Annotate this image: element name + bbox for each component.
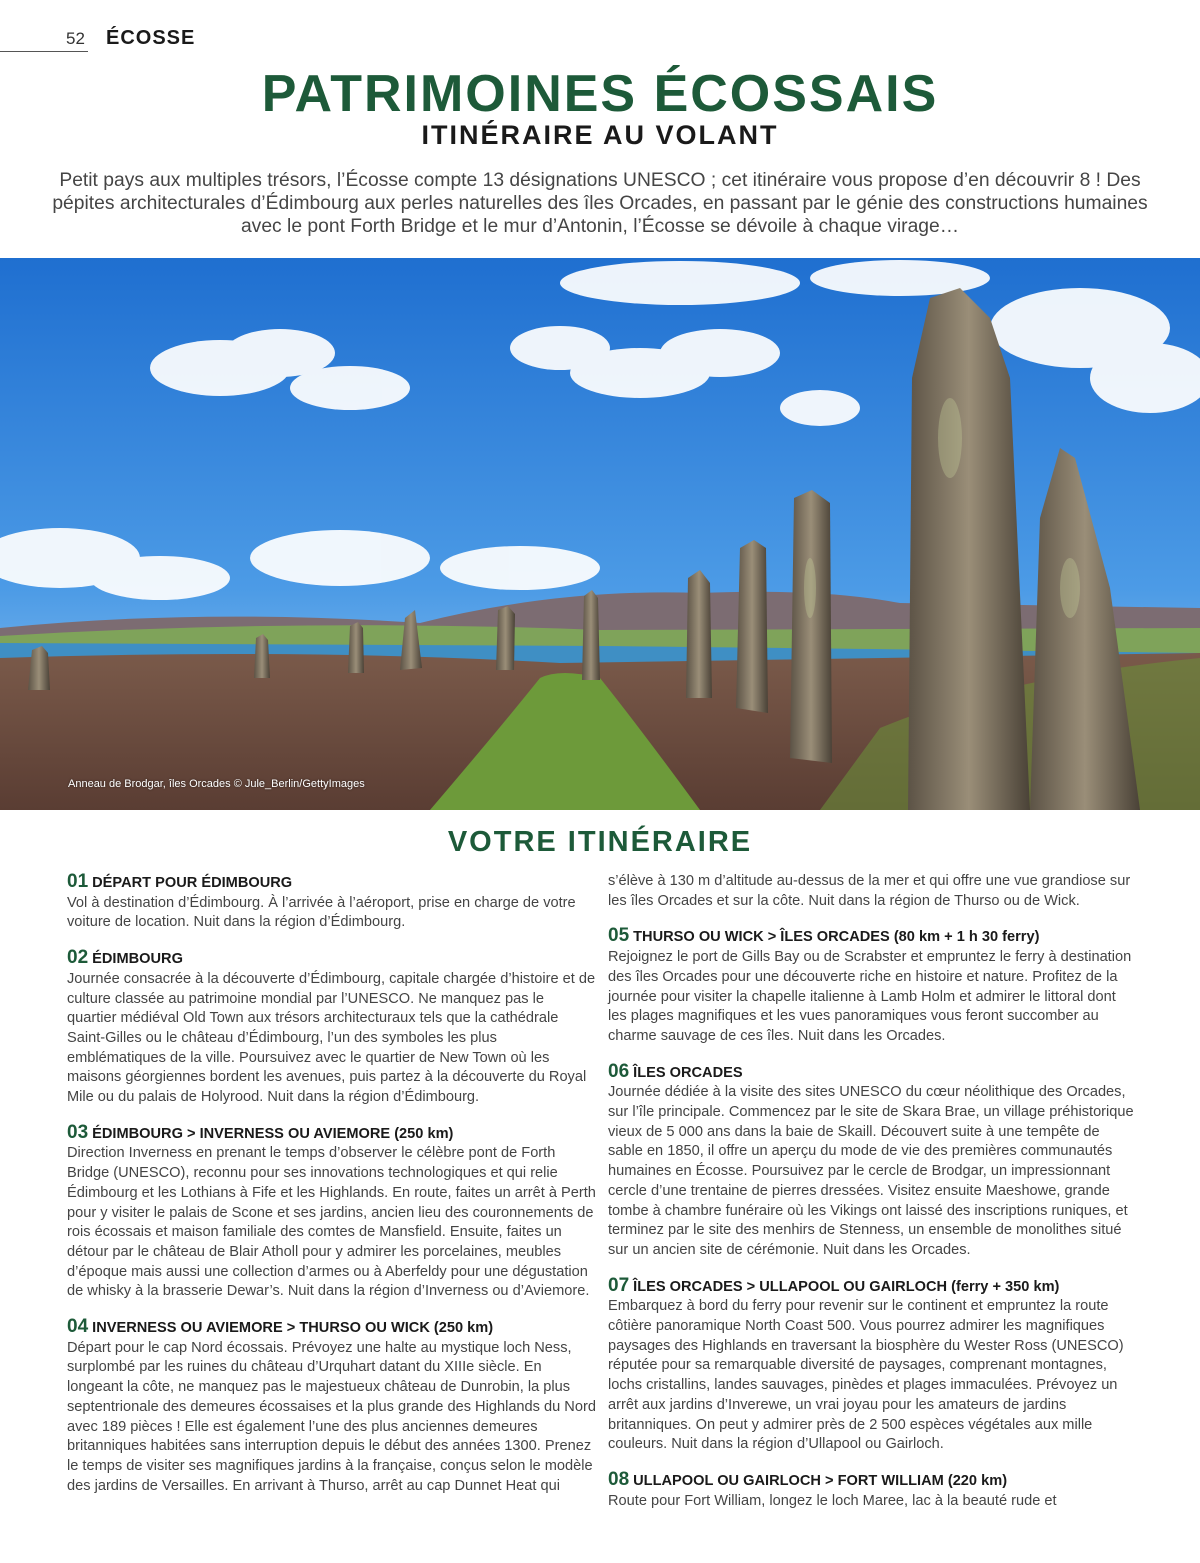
step-header — [608, 1276, 1138, 1298]
step-header — [67, 1123, 597, 1145]
step-number: 08 — [608, 1468, 630, 1490]
page-subtitle: ITINÉRAIRE AU VOLANT — [421, 120, 779, 150]
step-text: Rejoignez le port de Gills Bay ou de Scrabster et empruntez le ferry à destination des îles Orcades pour une découverte riche en histoire et nature. Profitez de la journée pour visiter la chapelle italienne à Lamb Holm et admirer le littoral dont les plages magnifiques et les vues panoramiques vous feront succomber au charme sauvage de ces îles. Nuit dans les Orcades. — [608, 949, 1132, 1044]
step-number: 02 — [67, 947, 89, 969]
step-text: Route pour Fort William, longez le loch Maree, lac à la beauté rude et — [608, 1492, 1057, 1509]
step-number: 03 — [67, 1121, 89, 1143]
photo-credit: Anneau de Brodgar, îles Orcades © Jule_Berlin/GettyImages — [68, 778, 365, 790]
step-header — [608, 1470, 1138, 1492]
itinerary-right-column — [608, 872, 1138, 1526]
step-number: 06 — [608, 1060, 630, 1082]
step-text: Départ pour le cap Nord écossais. Prévoyez une halte au mystique loch Ness, surplombé par les ruines du château d’Urquhart datant du XIIIe siècle. En longeant la côte, ne manquez pas le majestueux château de Dunrobin, la plus septentrionale des demeures écossaises et la plus grande des Highlands du Nord avec 189 pièces ! Elle est également l’une des plus anciennes demeures britanniques habitées sans interruption depuis le début des années 1300. Prenez le temps de visiter ses magnifiques jardins à la française, conçus selon le modèle des jardins de Versailles. En arrivant à Thurso, arrêt au cap Dunnet Heat qui — [67, 1339, 596, 1494]
step-text: Direction Inverness en prenant le temps d’observer le célèbre pont de Forth Bridge (UNESCO), reconnu pour ses innovations technologiques et qui relie Édimbourg et les Lothians à Fife et les Highlands. En route, faites un arrêt à Perth pour y visiter le palais de Scone et ses jardins, ancien lieu des couronnements de rois écossais et maison familiale des comtes de Mansfield. Ensuite, faites un détour par le château de Blair Atholl pour y admirer les porcelaines, meubles d’époque mais aussi une collection d’armes ou à Aberfeldy pour une dégustation de whisky à la brasserie Dewar’s. Nuit dans la région d’Inverness ou d’Aviemore. — [67, 1145, 596, 1300]
step-title: INVERNESS OU AVIEMORE > THURSO OU WICK (250 km) — [92, 1320, 494, 1337]
page-title: PATRIMOINES ÉCOSSAIS — [261, 65, 939, 123]
step-title: ÎLES ORCADES — [633, 1064, 743, 1081]
step-header — [67, 948, 597, 970]
itinerary-step — [608, 1062, 1138, 1261]
step-text: Vol à destination d’Édimbourg. À l’arrivée à l’aéroport, prise en charge de votre voiture de location. Nuit dans la région d’Édimbourg. — [67, 894, 576, 931]
step-text: Embarquez à bord du ferry pour revenir sur le continent et empruntez la route côtière panoramique North Coast 500. Vous pourrez admirer les magnifiques paysages des Highlands en traversant la biosphère du Wester Ross (UNESCO) réputée pour sa remarquable diversité de paysages, comprenant montagnes, lochs cristallins, landes sauvages, pinèdes et plages immaculées. Prévoyez un arrêt aux jardins d’Inverewe, un vrai joyau pour les amateurs de jardins britanniques. On peut y admirer près de 2 500 espèces végétales aux mille couleurs. Nuit dans la région d’Ullapool ou Gairloch. — [608, 1298, 1124, 1453]
itinerary-step — [67, 948, 597, 1108]
step-number: 04 — [67, 1316, 89, 1338]
step-text: Journée dédiée à la visite des sites UNESCO du cœur néolithique des Orcades, sur l’île principale. Commencez par le site de Skara Brae, un village préhistorique vieux de 5 000 ans dans la baie de Skaill. Découvert suite à une tempête de sable en 1850, il offre un aperçu du mode de vie des premières communautés humaines en Écosse. Poursuivez par le cercle de Brodgar, un impressionnant cercle d’une trentaine de pierres dressées. Visitez ensuite Maeshowe, grande tombe à chambre funéraire où les Vikings ont laissé des inscriptions runiques, et terminez par le site des menhirs de Stenness, un ensemble de monolithes situé sur un ancien site de cérémonie. Nuit dans les Orcades. — [608, 1084, 1134, 1258]
itinerary-step — [608, 1470, 1138, 1511]
itinerary-step — [608, 1276, 1138, 1455]
step-header — [608, 1062, 1138, 1084]
step-header — [608, 926, 1138, 948]
itinerary-left-column — [67, 872, 597, 1511]
step-title: ÎLES ORCADES > ULLAPOOL OU GAIRLOCH (ferry + 350 km) — [633, 1278, 1060, 1295]
itinerary-step — [67, 1123, 597, 1302]
section-name: ÉCOSSE — [106, 27, 196, 49]
step-header — [67, 1317, 597, 1339]
step-header — [67, 872, 597, 894]
step-title: ÉDIMBOURG — [92, 951, 183, 968]
itinerary-step — [67, 1317, 597, 1496]
step-number: 05 — [608, 925, 630, 947]
page-number: 52 — [66, 29, 85, 48]
itinerary-step — [608, 926, 1138, 1046]
step-title: ÉDIMBOURG > INVERNESS OU AVIEMORE (250 km) — [92, 1125, 454, 1142]
step-continuation: s’élève à 130 m d’altitude au-dessus de la mer et qui offre une vue grandiose sur les îles Orcades et sur la côte. Nuit dans la région de Thurso ou de Wick. — [608, 873, 1131, 909]
hero-photo — [0, 258, 1200, 810]
step-title: ULLAPOOL OU GAIRLOCH > FORT WILLIAM (220 km) — [633, 1472, 1008, 1489]
step-title: DÉPART POUR ÉDIMBOURG — [92, 875, 293, 891]
step-number: 07 — [608, 1274, 630, 1296]
intro-paragraph: Petit pays aux multiples trésors, l’Écosse compte 13 désignations UNESCO ; cet itinéraire vous propose d’en découvrir 8 ! Des pépites architecturales d’Édimbourg aux perles naturelles des îles Orcades, en passant par le génie des constructions humaines avec le pont Forth Bridge et le mur d’Antonin, l’Écosse se dévoile à chaque virage… — [52, 170, 1148, 237]
header-rule — [0, 51, 88, 52]
standing-stones-illustration — [0, 258, 1200, 810]
itinerary-step — [67, 872, 597, 933]
step-number: 01 — [67, 871, 89, 892]
itinerary-heading: VOTRE ITINÉRAIRE — [447, 826, 753, 858]
step-title: THURSO OU WICK > ÎLES ORCADES (80 km + 1 h 30 ferry) — [633, 929, 1040, 946]
step-text: Journée consacrée à la découverte d’Édimbourg, capitale chargée d’histoire et de culture classée au patrimoine mondial par l’UNESCO. Ne manquez pas le quartier médiéval Old Town aux trésors architecturaux tels que la cathédrale Saint-Gilles ou le château d’Édimbourg, l’un des symboles les plus emblématiques de la ville. Poursuivez avec le quartier de New Town où les maisons géorgiennes bordent les avenues, puis partez à la découverte du Royal Mile ou du palais de Holyrood. Nuit dans la région d’Édimbourg. — [67, 970, 596, 1106]
